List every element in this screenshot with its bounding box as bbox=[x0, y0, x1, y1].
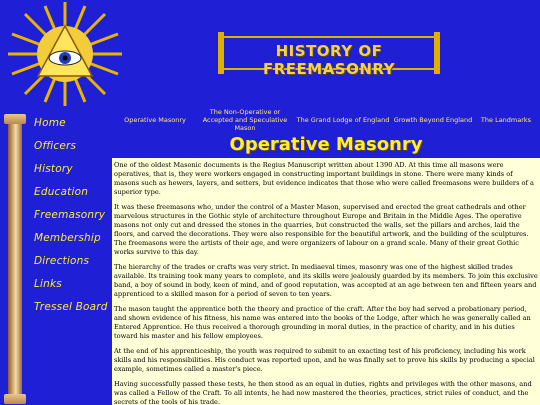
topnav-growth-beyond-england[interactable]: Growth Beyond England bbox=[393, 115, 473, 124]
sidenav-freemasonry[interactable]: Freemasonry bbox=[34, 209, 106, 221]
sidenav-links[interactable]: Links bbox=[34, 278, 62, 290]
sidenav-education[interactable]: Education bbox=[34, 186, 89, 198]
site-title: HISTORY OF FREEMASONRY bbox=[262, 42, 396, 78]
sidenav-directions[interactable]: Directions bbox=[34, 255, 90, 267]
sidenav-membership[interactable]: Membership bbox=[34, 232, 101, 244]
topnav-non-operative-mason[interactable]: The Non-Operative or Accepted and Speculative Mason bbox=[202, 107, 288, 133]
article-paragraph: One of the oldest Masonic documents is the Regius Manuscript written about 1390 AD. At this time all masons were operatives, that is, they were workers engaged in constructing important buildings in stone. There were many kinds of masons such as hewers, layers, and setters, but evidence indicates that those who were called freemasons were builders of a superior type. bbox=[114, 161, 534, 196]
sidenav-tressel-board[interactable]: Tressel Board bbox=[34, 301, 108, 313]
article-paragraph: Having successfully passed these tests, he then stood as an equal in duties, rights and privileges with the other masons, and was called a Fellow of the Craft. To all intents, he had now mastered the theories, practices, strict rules of conduct, and the secrets of the tools of his trade. bbox=[114, 380, 532, 405]
top-nav bbox=[112, 106, 540, 134]
article-content bbox=[112, 158, 540, 405]
topnav-grand-lodge-england[interactable]: The Grand Lodge of England bbox=[296, 115, 390, 124]
topnav-the-landmarks[interactable]: The Landmarks bbox=[480, 115, 532, 124]
article-paragraph: At the end of his apprenticeship, the youth was required to submit to an exacting test of his proficiency, including his work skills and his responsibilities. His conduct was reported upon, and he was finally set to prove his skills by producing a special example, sometimes called a master's piece. bbox=[114, 347, 535, 373]
sidenav-home[interactable]: Home bbox=[34, 117, 66, 129]
article-paragraph: The hierarchy of the trades or crafts was very strict. In mediaeval times, masonry was one of the highest skilled trades available. Its training took many years to complete, and its skills were jealously guarded by its members. To join this exclusive band, a boy of sound in body, keen of mind, and of good reputation, was accepted at an age between ten and fifteen years and apprenticed to a skilled mason for a period of seven to ten years. bbox=[114, 263, 538, 298]
article-paragraph: It was these freemasons who, under the control of a Master Mason, supervised and erected the great cathedrals and other marvelous structures in the Gothic style of architecture throughout Europe and Britain in the Middle Ages. The operative masons not only cut and dressed the stones in the quarries, but constructed the walls, set the pillars and arches, laid the floors, and carved the decorations. They were also responsible for the beautiful artwork, and the building of the sculptures. The freemasons were the artists of their age, and were organizers of labour on a grand scale. Many of their great Gothic works survive to this day. bbox=[114, 203, 529, 256]
pillar-decoration bbox=[6, 114, 24, 404]
site-title-banner bbox=[218, 36, 440, 78]
side-nav bbox=[28, 112, 108, 319]
sidenav-officers[interactable]: Officers bbox=[34, 140, 77, 152]
all-seeing-eye-emblem bbox=[0, 0, 130, 108]
topnav-operative-masonry[interactable]: Operative Masonry bbox=[124, 115, 186, 124]
page-title: Operative Masonry bbox=[229, 134, 423, 155]
article-paragraph: The mason taught the apprentice both the theory and practice of the craft. After the boy had served a probationary period, and shown evidence of his fitness, his name was entered into the books of the Lodge, after which he was generally called an Entered Apprentice. He thus received a thorough grounding in moral duties, in the practice of charity, and in his duties toward his master and his fellow employees. bbox=[114, 305, 531, 340]
sidenav-history[interactable]: History bbox=[34, 163, 73, 175]
eye-icon bbox=[49, 51, 81, 65]
